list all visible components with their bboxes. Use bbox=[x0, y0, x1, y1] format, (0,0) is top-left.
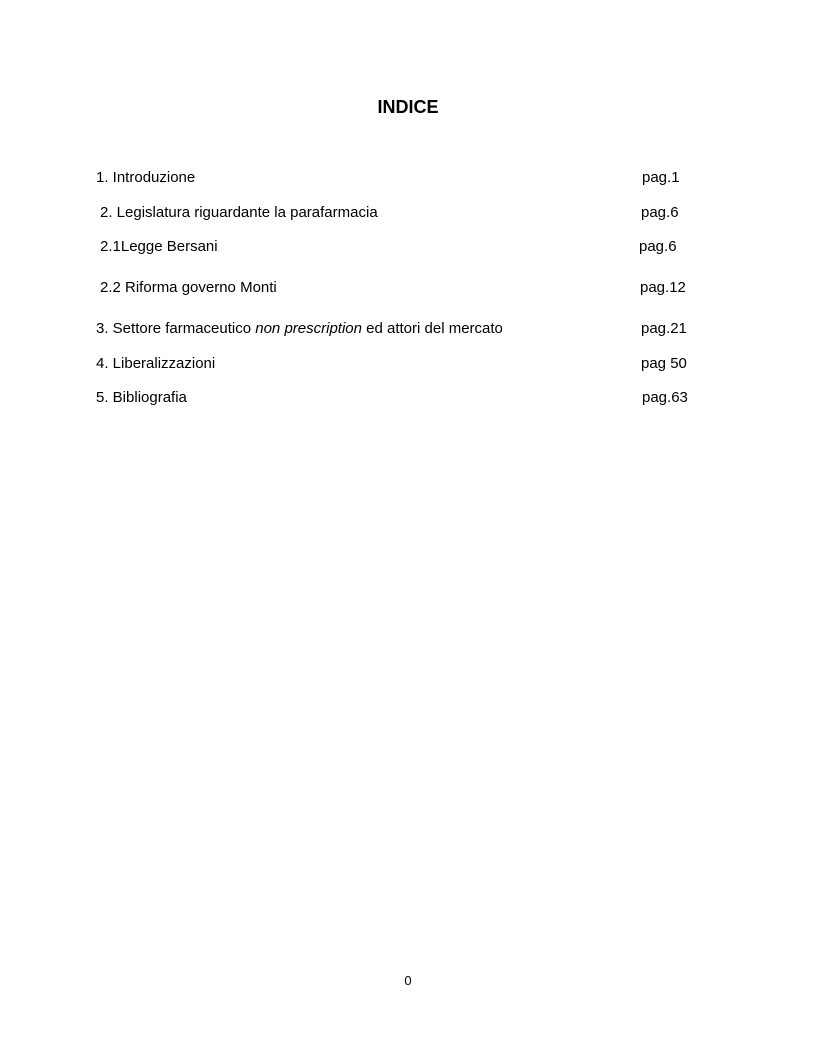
toc-page-bibliografia: pag.63 bbox=[642, 389, 688, 406]
toc-entry-riforma-monti: 2.2 Riforma governo Monti bbox=[100, 279, 277, 296]
toc-entry-settore-text-after: ed attori del mercato bbox=[361, 320, 503, 337]
toc-page-legislatura: pag.6 bbox=[641, 204, 679, 221]
toc-entry-introduzione: 1. Introduzione bbox=[96, 169, 196, 186]
toc-page-introduzione: pag.1 bbox=[642, 169, 680, 186]
toc-entry-settore-text-before: 3. Settore farmaceutico bbox=[96, 320, 256, 337]
toc-entry-legislatura: 2. Legislatura riguardante la parafarmacia bbox=[100, 204, 378, 221]
toc-entry-liberalizzazioni: 4. Liberalizzazioni bbox=[96, 355, 216, 372]
toc-entry-legge-bersani: 2.1Legge Bersani bbox=[100, 238, 218, 255]
page-title: INDICE bbox=[377, 97, 439, 117]
page-number: 0 bbox=[404, 973, 412, 988]
toc-entry-settore-farmaceutico bbox=[96, 320, 503, 338]
toc-entry-bibliografia: 5. Bibliografia bbox=[96, 389, 187, 406]
toc-page-legge-bersani: pag.6 bbox=[639, 238, 677, 255]
toc-entry-settore-text-italic: non prescription bbox=[255, 320, 362, 337]
toc-page-liberalizzazioni: pag 50 bbox=[641, 355, 687, 372]
toc-page-settore-farmaceutico: pag.21 bbox=[641, 320, 687, 337]
toc-page-riforma-monti: pag.12 bbox=[640, 279, 686, 296]
